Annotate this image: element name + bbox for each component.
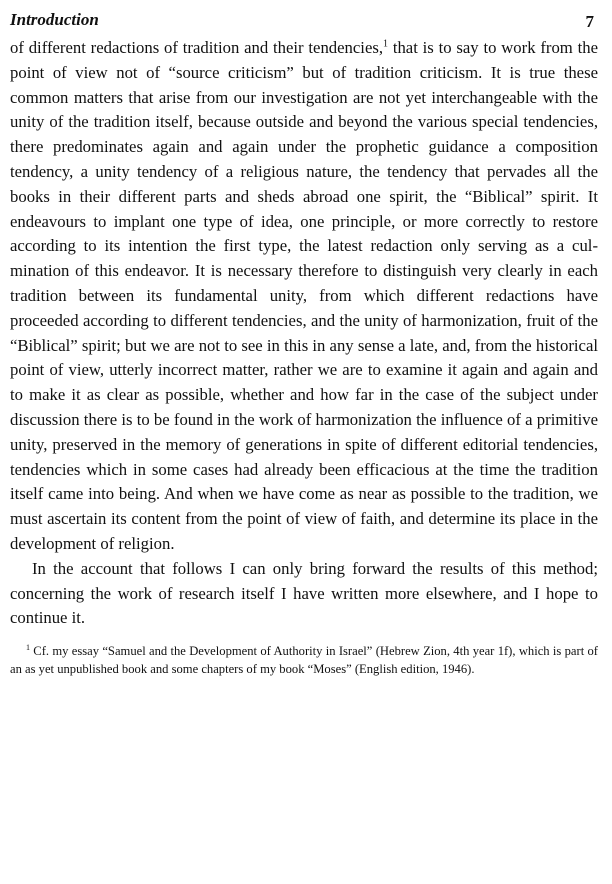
footnote-reference: 1 (383, 38, 389, 50)
running-title: Introduction (10, 10, 99, 29)
paragraph-1-opening: of different redactions of tradition and their tendencies, (10, 38, 384, 57)
body-text (10, 36, 598, 631)
footnotes (10, 643, 598, 678)
footnote-1 (10, 643, 598, 678)
page-number: 7 (585, 12, 594, 31)
paragraph-2: In the account that follows I can only bring forward the results of this method; concerning the work of research itself I have written more elsewhere, and I hope to continue it. (10, 558, 598, 628)
book-page (10, 10, 598, 678)
paragraph-1 (10, 36, 598, 557)
paragraph-1-text: that is to say to work from the point of view not of “source criticism” but of tradition criticism. It is true these common matters that arise from our investigation are not yet interchangeable with the unity of the tradition itself, because outside and beyond the various special tendencies, there predominates again and again under the prophetic guidance a composition tendency, a unity tendency of a religious nature, the tendency that pervades all the books in their different parts and sheds abroad one spirit, the “Biblical” spirit. It endeavours to implant one type of idea, one principle, or more correctly to restore according to its intention the first type, the latest redaction only serving as a culmination of this endeavor. It is necessary therefore to distinguish very clearly in each tradition between its fundamental unity, from which different redactions have proceeded according to different tendencies, and the unity of harmonization, fruit of the “Biblical” spirit; but we are not to see in this in any sense a late, and, from the historical point of view, utterly incorrect matter, rather we are to examine it again and again and to make it as clear as possible, whether and how far in the case of the subject under discussion there is to be found in the work of harmonization the influence of a primitive unity, preserved in the memory of generations in spite of different editorial tendencies, tendencies which in some cases had already been efficacious at the time the tradition itself came into being. And when we have come as near as possible to the tradition, we must ascertain its content from the point of view of faith, and determine its place in the development of religion. (10, 38, 598, 553)
footnote-text: Cf. my essay “Samuel and the Development of Authority in Israel” (Hebrew Zion, 4th year 1f), which is part of an as yet unpublished book and some chapters of my book “Moses” (English edition, 1946). (10, 644, 598, 676)
footnote-number: 1 (26, 642, 30, 652)
running-head (10, 10, 598, 36)
